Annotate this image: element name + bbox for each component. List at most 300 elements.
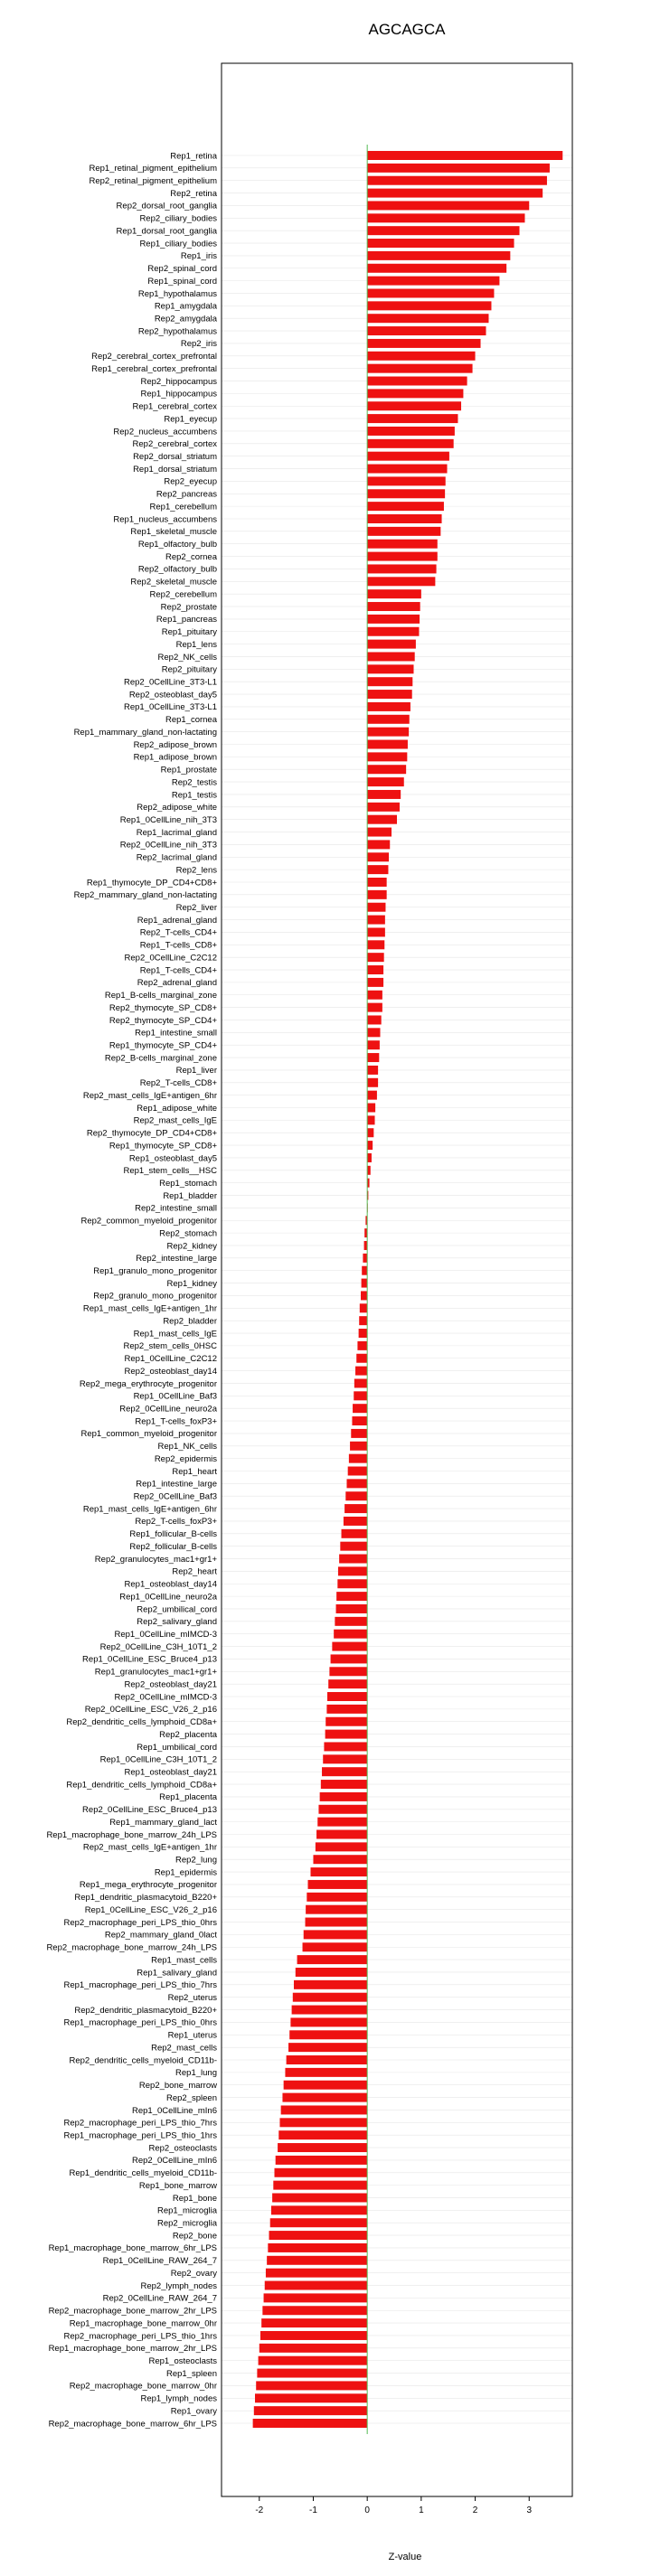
category-label: Rep1_0CellLine_nih_3T3 [119, 814, 217, 825]
category-label: Rep2_mast_cells_IgE [133, 1115, 217, 1126]
category-label: Rep1_dendritic_cells_lymphoid_CD8a+ [66, 1780, 217, 1791]
category-label: Rep2_granulo_mono_progenitor [93, 1291, 217, 1302]
category-label: Rep2_nucleus_accumbens [113, 427, 217, 437]
bar [367, 1028, 380, 1037]
category-label: Rep1_spleen [166, 2368, 217, 2379]
bar [367, 1003, 382, 1012]
category-label: Rep1_0CellLine_RAW_264_7 [102, 2256, 217, 2267]
category-label: Rep2_lens [175, 865, 217, 876]
bar [339, 1555, 367, 1564]
bar [367, 1115, 374, 1124]
category-label: Rep2_lung [175, 1855, 217, 1866]
category-label: Rep1_placenta [159, 1792, 217, 1803]
bar [359, 1316, 367, 1325]
bar [367, 1166, 371, 1175]
bar [313, 1855, 367, 1864]
bar [367, 164, 550, 173]
category-label: Rep1_osteoblast_day21 [124, 1767, 217, 1778]
bar [367, 1066, 378, 1075]
category-label: Rep2_microglia [156, 2218, 217, 2229]
bar [323, 1754, 367, 1763]
category-label: Rep1_pituitary [161, 627, 217, 638]
category-label: Rep1_follicular_B-cells [129, 1529, 217, 1540]
category-label: Rep2_amygdala [154, 314, 217, 324]
bar [352, 1416, 367, 1425]
bar [259, 2356, 368, 2365]
category-label: Rep2_bladder [163, 1316, 217, 1327]
category-label: Rep1_thymocyte_SP_CD8+ [108, 1141, 217, 1152]
bar [367, 264, 506, 273]
bar [282, 2093, 367, 2102]
category-label: Rep2_B-cells_marginal_zone [104, 1053, 217, 1064]
bar [284, 2081, 368, 2090]
bar [367, 201, 529, 210]
bar [367, 953, 384, 962]
bar [367, 865, 388, 874]
bar [322, 1767, 367, 1776]
bar [367, 1091, 377, 1100]
category-label: Rep2_dendritic_cells_lymphoid_CD8a+ [66, 1717, 217, 1728]
bar [328, 1679, 367, 1688]
category-label: Rep2_thymocyte_SP_CD8+ [108, 1002, 217, 1013]
category-label: Rep1_0CellLine_neuro2a [119, 1592, 217, 1603]
category-label: Rep2_stomach [159, 1228, 217, 1239]
category-label: Rep1_heart [172, 1466, 217, 1477]
bar [367, 151, 562, 160]
bar [316, 1830, 367, 1839]
category-label: Rep2_common_myeloid_progenitor [80, 1216, 217, 1227]
category-label: Rep2_heart [172, 1566, 217, 1577]
category-label: Rep2_mast_cells_IgE+antigen_6hr [82, 1090, 217, 1101]
category-label: Rep1_thymocyte_DP_CD4+CD8+ [86, 878, 217, 888]
category-label: Rep1_ciliary_bodies [139, 239, 217, 249]
bar [367, 1040, 380, 1049]
category-label: Rep2_macrophage_peri_LPS_thio_1hrs [63, 2331, 217, 2342]
category-label: Rep1_mammary_gland_lact [109, 1817, 217, 1828]
bar [327, 1692, 367, 1701]
category-label: Rep1_dendritic_cells_myeloid_CD11b- [69, 2168, 217, 2179]
bar [290, 2017, 367, 2026]
category-label: Rep1_0CellLine_C2C12 [124, 1354, 217, 1365]
bar [367, 790, 401, 799]
category-label: Rep1_macrophage_peri_LPS_thio_1hrs [63, 2130, 217, 2141]
category-label: Rep2_hypothalamus [137, 326, 217, 337]
category-label: Rep1_salivary_gland [137, 1968, 217, 1979]
bar [269, 2231, 368, 2240]
bar [367, 664, 413, 673]
bar [367, 288, 494, 297]
category-label: Rep1_stem_cells__HSC [123, 1166, 217, 1177]
bar [367, 878, 386, 887]
category-label: Rep2_kidney [166, 1241, 217, 1252]
category-label: Rep2_macrophage_bone_marrow_2hr_LPS [48, 2306, 217, 2317]
category-label: Rep1_osteoblast_day5 [128, 1153, 217, 1164]
bar [367, 815, 397, 824]
category-label: Rep2_dorsal_striatum [133, 451, 217, 462]
category-label: Rep2_0CellLine_Baf3 [133, 1491, 217, 1502]
x-tick-label: -1 [309, 2505, 317, 2515]
bar [348, 1467, 367, 1476]
bar [367, 1053, 379, 1062]
category-label: Rep2_cerebral_cortex [132, 439, 217, 450]
category-label: Rep1_pancreas [156, 615, 217, 625]
bar [336, 1592, 367, 1601]
bar [342, 1529, 368, 1538]
bar [292, 2006, 368, 2015]
bar [367, 377, 467, 386]
bar [367, 690, 412, 699]
category-label: Rep1_microglia [156, 2205, 217, 2216]
bar [346, 1479, 367, 1488]
category-label: Rep2_thymocyte_SP_CD4+ [108, 1015, 217, 1026]
bar [359, 1329, 368, 1338]
bar [274, 2168, 367, 2177]
bar [334, 1630, 367, 1639]
bar [281, 2105, 368, 2114]
bar [253, 2419, 368, 2428]
bar [296, 1968, 367, 1977]
category-label: Rep2_stem_cells_0HSC [123, 1341, 217, 1352]
category-label: Rep2_umbilical_cord [137, 1604, 217, 1615]
bar [287, 2055, 368, 2064]
category-label: Rep2_macrophage_bone_marrow_24h_LPS [46, 1942, 217, 1953]
category-label: Rep1_retinal_pigment_epithelium [89, 164, 217, 174]
bar [268, 2243, 367, 2252]
bar [353, 1404, 367, 1413]
category-label: Rep1_thymocyte_SP_CD4+ [108, 1040, 217, 1051]
category-label: Rep2_macrophage_bone_marrow_0hr [69, 2381, 217, 2392]
category-label: Rep1_eyecup [164, 414, 217, 425]
bar [326, 1705, 367, 1714]
category-label: Rep2_epidermis [154, 1453, 217, 1464]
category-label: Rep1_umbilical_cord [137, 1742, 217, 1753]
bar [356, 1354, 367, 1363]
category-label: Rep2_liver [175, 903, 217, 914]
bar [271, 2205, 367, 2214]
bar [288, 2043, 367, 2052]
x-tick-label: 0 [364, 2505, 370, 2515]
category-label: Rep2_0CellLine_C3H_10T1_2 [99, 1641, 217, 1652]
category-label: Rep1_bladder [163, 1190, 217, 1201]
category-label: Rep1_uterus [167, 2030, 217, 2041]
category-label: Rep2_ovary [170, 2268, 217, 2279]
category-label: Rep1_granulo_mono_progenitor [93, 1266, 217, 1277]
category-label: Rep2_intestine_large [136, 1254, 217, 1264]
category-label: Rep2_follicular_B-cells [129, 1541, 217, 1552]
category-label: Rep2_thymocyte_DP_CD4+CD8+ [86, 1128, 217, 1139]
category-label: Rep1_T-cells_CD8+ [139, 940, 217, 951]
category-label: Rep2_olfactory_bulb [137, 564, 217, 575]
category-label: Rep1_0CellLine_Baf3 [133, 1391, 217, 1402]
bar [266, 2269, 367, 2278]
category-label: Rep2_0CellLine_3T3-L1 [124, 677, 217, 688]
category-label: Rep2_intestine_small [135, 1203, 217, 1214]
category-label: Rep2_spleen [166, 2092, 217, 2103]
bar [367, 589, 421, 598]
bar [367, 803, 400, 812]
category-label: Rep1_testis [171, 790, 217, 801]
category-label: Rep2_0CellLine_mIn6 [131, 2156, 217, 2167]
category-label: Rep2_skeletal_muscle [130, 577, 217, 588]
category-label: Rep2_lacrimal_gland [136, 852, 217, 863]
category-label: Rep1_retina [170, 151, 217, 162]
category-label: Rep2_iris [180, 339, 217, 350]
bar [367, 414, 458, 423]
bar [367, 840, 390, 849]
bar [361, 1291, 367, 1300]
category-label: Rep2_mammary_gland_non-lactating [73, 890, 217, 901]
bar [354, 1378, 367, 1387]
category-label: Rep2_T-cells_CD4+ [139, 927, 217, 938]
category-label: Rep2_retina [170, 188, 217, 199]
bar [331, 1654, 368, 1663]
category-label: Rep1_B-cells_marginal_zone [104, 991, 217, 1001]
category-label: Rep2_mast_cells_IgE+antigen_1hr [82, 1842, 217, 1853]
bar [367, 364, 472, 373]
category-label: Rep1_common_myeloid_progenitor [80, 1429, 217, 1440]
bar [362, 1266, 367, 1275]
bar [367, 652, 415, 661]
bar [303, 1942, 368, 1951]
bar [367, 702, 410, 711]
bar [345, 1491, 367, 1500]
category-label: Rep1_dorsal_striatum [133, 464, 217, 475]
bar [329, 1667, 367, 1676]
category-label: Rep1_dendritic_plasmacytoid_B220+ [74, 1893, 217, 1904]
x-tick-label: -2 [255, 2505, 264, 2515]
category-label: Rep2_hippocampus [140, 376, 217, 387]
category-label: Rep1_epidermis [154, 1867, 217, 1878]
bar [254, 2406, 367, 2415]
bar [367, 352, 475, 361]
bar [367, 991, 382, 1000]
category-label: Rep1_spinal_cord [147, 276, 217, 287]
category-label: Rep1_mast_cells_IgE+antigen_6hr [82, 1504, 217, 1515]
bar [270, 2218, 367, 2227]
bar [367, 1104, 375, 1113]
bar [367, 1128, 373, 1137]
category-label: Rep1_intestine_large [136, 1479, 217, 1490]
bar [257, 2369, 367, 2378]
category-label: Rep2_bone [172, 2231, 217, 2242]
bar [344, 1504, 367, 1513]
bar [367, 465, 447, 474]
bar [267, 2256, 367, 2265]
bar [273, 2181, 367, 2190]
category-label: Rep2_cerebral_cortex_prefrontal [91, 352, 217, 362]
bar [262, 2306, 367, 2315]
bar [367, 527, 440, 536]
x-tick-label: 1 [419, 2505, 424, 2515]
bar [367, 1015, 382, 1024]
category-label: Rep2_uterus [167, 1992, 217, 2003]
category-label: Rep1_adrenal_gland [137, 915, 217, 926]
category-label: Rep1_hippocampus [140, 389, 217, 400]
bar [265, 2281, 367, 2290]
bar [272, 2193, 367, 2202]
category-label: Rep2_osteoblast_day5 [128, 690, 217, 700]
category-label: Rep1_lacrimal_gland [136, 827, 217, 838]
category-label: Rep2_mega_erythrocyte_progenitor [79, 1378, 217, 1389]
category-label: Rep2_mast_cells [151, 2043, 217, 2054]
x-tick-label: 2 [472, 2505, 478, 2515]
bar [367, 213, 524, 222]
category-label: Rep1_NK_cells [157, 1442, 217, 1453]
bar [321, 1780, 367, 1789]
bar [367, 728, 409, 737]
bar [367, 564, 436, 573]
category-label: Rep2_cerebellum [149, 589, 217, 600]
bar [367, 828, 392, 837]
bar [367, 239, 514, 248]
bar [367, 389, 463, 398]
category-label: Rep1_0CellLine_mIMCD-3 [114, 1630, 217, 1641]
bar [261, 2318, 367, 2327]
category-label: Rep2_T-cells_foxP3+ [135, 1517, 217, 1528]
category-label: Rep1_amygdala [154, 301, 217, 312]
bar [318, 1805, 367, 1814]
bar [363, 1254, 367, 1263]
bar [279, 2118, 367, 2127]
category-label: Rep2_granulocytes_mac1+gr1+ [94, 1554, 217, 1565]
bar [367, 226, 519, 235]
category-label: Rep2_0CellLine_RAW_264_7 [102, 2293, 217, 2304]
bar [367, 439, 454, 448]
bar [278, 2130, 367, 2139]
bar [367, 401, 461, 410]
bar [320, 1792, 368, 1801]
category-label: Rep1_mammary_gland_non-lactating [73, 727, 217, 738]
category-label: Rep1_T-cells_foxP3+ [135, 1416, 217, 1427]
category-label: Rep2_0CellLine_nih_3T3 [119, 840, 217, 851]
category-label: Rep1_skeletal_muscle [130, 527, 217, 538]
category-label: Rep1_nucleus_accumbens [113, 514, 217, 525]
bar [367, 540, 438, 549]
category-label: Rep1_osteoclasts [148, 2355, 217, 2366]
category-label: Rep2_osteoclasts [148, 2143, 217, 2154]
category-label: Rep1_bone [172, 2193, 217, 2204]
bar [367, 978, 383, 987]
bar [367, 965, 383, 974]
category-label: Rep2_NK_cells [157, 652, 217, 663]
bar [367, 1078, 378, 1087]
bar [367, 916, 385, 925]
bar [297, 1955, 368, 1964]
category-label: Rep1_granulocytes_mac1+gr1+ [94, 1667, 217, 1678]
bar [367, 452, 449, 461]
category-label: Rep1_cerebellum [149, 502, 217, 512]
category-label: Rep2_adipose_brown [133, 739, 217, 750]
category-label: Rep1_cornea [165, 715, 217, 726]
bar [367, 602, 420, 611]
bar [367, 615, 420, 624]
bar [306, 1918, 368, 1927]
category-label: Rep2_macrophage_peri_LPS_thio_7hrs [63, 2118, 217, 2129]
category-label: Rep1_prostate [160, 765, 217, 776]
category-label: Rep2_0CellLine_ESC_V26_2_p16 [84, 1705, 217, 1716]
bar [337, 1579, 367, 1588]
category-label: Rep2_0CellLine_ESC_Bruce4_p13 [82, 1805, 217, 1816]
category-label: Rep2_adrenal_gland [137, 978, 217, 989]
category-label: Rep1_ovary [170, 2406, 217, 2417]
category-label: Rep1_mega_erythrocyte_progenitor [79, 1880, 217, 1891]
bar [367, 277, 499, 286]
bar [367, 752, 407, 761]
bar [367, 489, 445, 498]
bar [289, 2030, 367, 2039]
category-label: Rep2_dendritic_cells_myeloid_CD11b- [69, 2055, 217, 2066]
bar [367, 640, 416, 649]
bar [367, 740, 408, 749]
category-label: Rep2_osteoblast_day14 [124, 1366, 217, 1377]
category-label: Rep2_0CellLine_C2C12 [124, 953, 217, 964]
bar [255, 2393, 367, 2402]
bar [293, 1993, 367, 2002]
bar [326, 1717, 367, 1726]
bar [367, 1153, 372, 1162]
category-label: Rep1_stomach [159, 1178, 217, 1189]
category-label: Rep2_prostate [160, 602, 217, 613]
category-label: Rep1_lymph_nodes [140, 2393, 217, 2404]
bar [367, 552, 438, 561]
x-axis-label: Z-value [388, 2552, 422, 2562]
bar [367, 514, 441, 523]
bar [367, 339, 480, 348]
bar [304, 1930, 367, 1939]
category-label: Rep2_macrophage_peri_LPS_thio_0hrs [63, 1917, 217, 1928]
bar [355, 1367, 367, 1376]
category-label: Rep1_bone_marrow [138, 2180, 217, 2191]
category-label: Rep1_macrophage_bone_marrow_2hr_LPS [48, 2344, 217, 2355]
category-label: Rep2_ciliary_bodies [139, 213, 217, 224]
bar [367, 1141, 373, 1150]
bar [367, 427, 455, 436]
bar [260, 2331, 367, 2340]
category-label: Rep1_liver [175, 1066, 217, 1076]
bar [367, 627, 419, 636]
category-label: Rep2_dendritic_plasmacytoid_B220+ [74, 2005, 217, 2016]
bar [364, 1241, 368, 1250]
bar [307, 1893, 367, 1902]
bar [367, 251, 510, 260]
bar [367, 502, 444, 511]
bar [354, 1391, 367, 1400]
bar [367, 677, 412, 686]
bar [367, 326, 486, 335]
category-label: Rep1_lung [175, 2068, 217, 2079]
category-label: Rep1_osteoblast_day14 [124, 1579, 217, 1590]
bar [367, 903, 385, 912]
category-label: Rep2_pituitary [161, 664, 217, 675]
category-label: Rep1_macrophage_peri_LPS_thio_0hrs [63, 2017, 217, 2028]
category-label: Rep1_0CellLine_mIn6 [131, 2105, 217, 2116]
category-label: Rep1_iris [180, 251, 217, 262]
bar [362, 1279, 368, 1288]
bar [367, 927, 385, 936]
bar [256, 2381, 367, 2390]
category-label: Rep1_mast_cells_IgE [133, 1329, 217, 1340]
category-label: Rep1_T-cells_CD4+ [139, 965, 217, 976]
category-label: Rep2_cornea [165, 551, 217, 562]
x-tick-label: 3 [526, 2505, 533, 2515]
category-label: Rep2_osteoblast_day21 [124, 1679, 217, 1690]
bar [285, 2068, 367, 2077]
category-label: Rep2_testis [171, 777, 217, 788]
bar [367, 189, 542, 198]
bar [278, 2143, 367, 2152]
category-label: Rep1_mast_cells_IgE+antigen_1hr [82, 1303, 217, 1314]
category-label: Rep1_kidney [166, 1278, 217, 1289]
